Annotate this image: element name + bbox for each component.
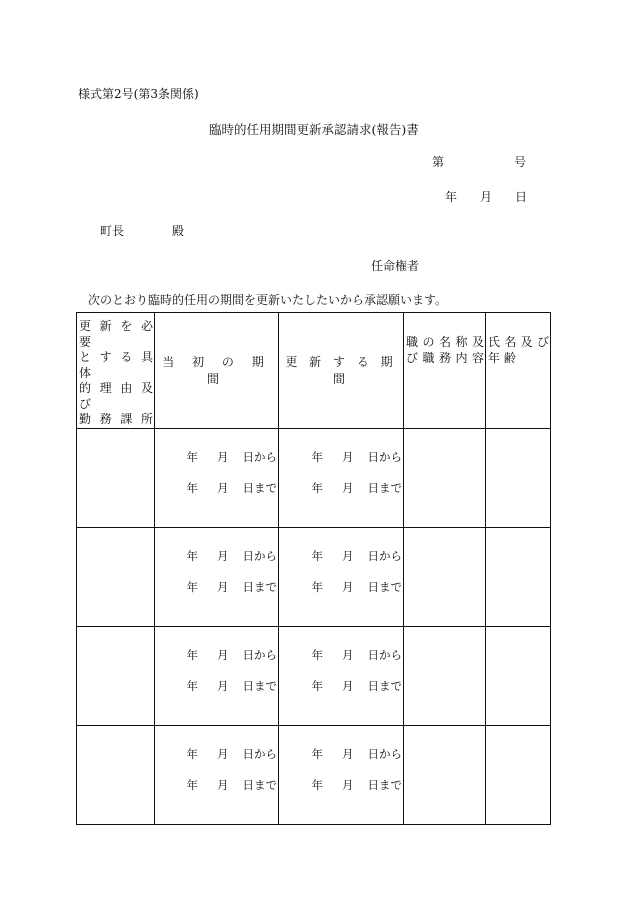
- period-to-line: [279, 678, 403, 709]
- year-label: 年: [186, 678, 198, 693]
- month-label: 月: [217, 746, 229, 761]
- table-row: [77, 626, 551, 725]
- renewal-period-cell[interactable]: [279, 428, 404, 527]
- period-from-line: [279, 449, 403, 480]
- month-label: 月: [217, 449, 229, 464]
- day-to-label: 日まで: [242, 678, 277, 693]
- original-period-cell[interactable]: [155, 626, 279, 725]
- day-to-label: 日まで: [242, 777, 277, 792]
- header-original-period: [155, 313, 279, 429]
- name-age-cell[interactable]: [486, 725, 551, 824]
- name-age-cell[interactable]: [486, 626, 551, 725]
- reason-cell[interactable]: [77, 428, 155, 527]
- day-from-label: 日から: [242, 746, 277, 761]
- day-to-label: 日まで: [367, 480, 402, 495]
- month-label: 月: [342, 678, 354, 693]
- reason-cell[interactable]: [77, 725, 155, 824]
- original-period-cell[interactable]: [155, 725, 279, 824]
- month-label: 月: [217, 678, 229, 693]
- period-to-line: [279, 777, 403, 808]
- table-body: [77, 428, 551, 824]
- year-label: 年: [311, 777, 323, 792]
- month-label: 月: [342, 449, 354, 464]
- year-label: 年: [311, 746, 323, 761]
- job-cell[interactable]: [404, 725, 486, 824]
- period-from-line: [155, 746, 278, 777]
- header-reason-line: と す る 具 体: [79, 350, 153, 380]
- year-label: 年: [186, 548, 198, 563]
- day-to-label: 日まで: [367, 678, 402, 693]
- period-to-line: [155, 579, 278, 610]
- day-from-label: 日から: [242, 548, 277, 563]
- month-label: 月: [217, 579, 229, 594]
- year-label: 年: [311, 579, 323, 594]
- day-from-label: 日から: [367, 647, 402, 662]
- renewal-form-table: [76, 312, 551, 825]
- month-label: 月: [217, 777, 229, 792]
- addressee-honorific: 殿: [172, 224, 185, 238]
- period-from-line: [279, 746, 403, 777]
- period-to-line: [279, 480, 403, 511]
- header-reason-line: 的 理 由 及 び: [79, 381, 153, 411]
- renewal-period-cell[interactable]: [279, 725, 404, 824]
- header-name-age-line: 氏 名 及 び: [488, 335, 549, 349]
- number-prefix: 第: [432, 155, 445, 169]
- year-label: 年: [186, 777, 198, 792]
- year-label: 年: [311, 647, 323, 662]
- year-label: 年: [186, 647, 198, 662]
- month-label: 月: [342, 480, 354, 495]
- header-renewal-period: [279, 313, 404, 429]
- header-name-age: [486, 313, 551, 429]
- appointer-label: 任命権者: [371, 259, 420, 273]
- period-to-line: [155, 480, 278, 511]
- header-name-age-line: 年 齢: [488, 350, 516, 365]
- year-label: 年: [186, 449, 198, 464]
- document-title: 臨時的任用期間更新承認請求(報告)書: [209, 122, 419, 137]
- period-from-line: [155, 548, 278, 579]
- job-cell[interactable]: [404, 626, 486, 725]
- header-reason-line: 更 新 を 必 要: [79, 319, 153, 349]
- period-to-line: [279, 579, 403, 610]
- year-label: 年: [186, 579, 198, 594]
- day-from-label: 日から: [242, 449, 277, 464]
- header-job-line: 職 の 名 称 及: [406, 335, 484, 349]
- header-renewal-period-label: 更 新 す る 期 間: [285, 355, 397, 387]
- period-from-line: [279, 647, 403, 678]
- period-from-line: [155, 647, 278, 678]
- year-label: 年: [311, 480, 323, 495]
- original-period-cell[interactable]: [155, 527, 279, 626]
- month-label: 月: [217, 548, 229, 563]
- year-label: 年: [311, 449, 323, 464]
- header-reason: [77, 313, 155, 429]
- original-period-cell[interactable]: [155, 428, 279, 527]
- name-age-cell[interactable]: [486, 527, 551, 626]
- name-age-cell[interactable]: [486, 428, 551, 527]
- year-label: 年: [186, 480, 198, 495]
- month-label: 月: [342, 548, 354, 563]
- period-from-line: [155, 449, 278, 480]
- month-label: 月: [342, 579, 354, 594]
- day-from-label: 日から: [367, 548, 402, 563]
- day-from-label: 日から: [367, 746, 402, 761]
- number-suffix: 号: [514, 155, 527, 169]
- month-label: 月: [342, 777, 354, 792]
- day-to-label: 日まで: [367, 777, 402, 792]
- day-to-label: 日まで: [242, 480, 277, 495]
- header-job-line: び 職 務 内 容: [406, 350, 484, 365]
- month-label: 月: [217, 647, 229, 662]
- renewal-period-cell[interactable]: [279, 527, 404, 626]
- reason-cell[interactable]: [77, 626, 155, 725]
- day-from-label: 日から: [242, 647, 277, 662]
- month-label: 月: [342, 647, 354, 662]
- period-from-line: [279, 548, 403, 579]
- job-cell[interactable]: [404, 527, 486, 626]
- renewal-period-cell[interactable]: [279, 626, 404, 725]
- intro-text: 次のとおり臨時的任用の期間を更新いたしたいから承認願います。: [88, 293, 448, 307]
- table-row: [77, 725, 551, 824]
- reason-cell[interactable]: [77, 527, 155, 626]
- table-header-row: [77, 313, 551, 429]
- header-job: [404, 313, 486, 429]
- addressee-name: 町長: [100, 224, 125, 238]
- form-number: 様式第2号(第3条関係): [78, 87, 199, 101]
- date-year-label: 年: [445, 190, 458, 204]
- header-original-period-label: 当 初 の 期 間: [162, 355, 271, 387]
- year-label: 年: [186, 746, 198, 761]
- year-label: 年: [311, 548, 323, 563]
- day-to-label: 日まで: [242, 579, 277, 594]
- day-to-label: 日まで: [367, 579, 402, 594]
- month-label: 月: [342, 746, 354, 761]
- day-from-label: 日から: [367, 449, 402, 464]
- table-row: [77, 428, 551, 527]
- header-reason-line: 勤 務 課 所: [79, 412, 153, 426]
- date-day-label: 日: [515, 190, 528, 204]
- month-label: 月: [217, 480, 229, 495]
- period-to-line: [155, 678, 278, 709]
- year-label: 年: [311, 678, 323, 693]
- date-month-label: 月: [480, 190, 493, 204]
- period-to-line: [155, 777, 278, 808]
- job-cell[interactable]: [404, 428, 486, 527]
- table-row: [77, 527, 551, 626]
